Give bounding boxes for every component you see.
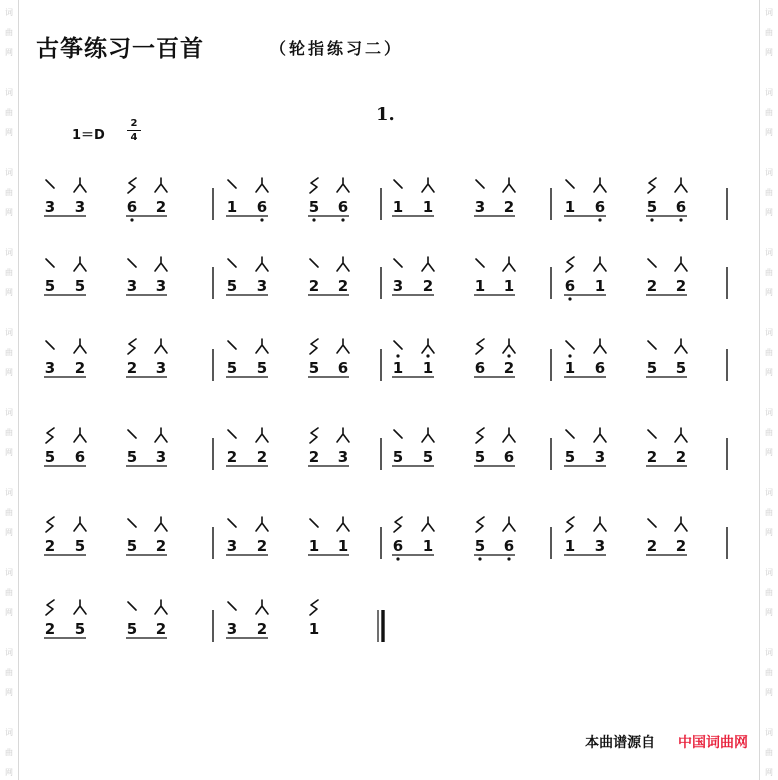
watermark-glyph: 网 [765,528,773,537]
jianpu-note: 6 [474,359,486,377]
watermark-glyph: 网 [5,688,13,697]
watermark-glyph: 网 [5,608,13,617]
jianpu-note: 1 [564,537,576,555]
mo-mark [675,178,687,192]
mo-mark [155,178,167,192]
jianpu-note: 3 [594,448,606,466]
lun-mark [394,517,402,532]
jianpu-note: 1 [422,359,434,377]
jianpu-note: 3 [337,448,349,466]
watermark-glyph: 词 [5,8,13,17]
jianpu-note: 2 [226,448,238,466]
tuo-mark [228,602,236,610]
low-octave-dot [341,218,344,221]
watermark-glyph: 网 [765,608,773,617]
jianpu-note: 5 [675,359,687,377]
jianpu-note: 5 [74,537,86,555]
mo-mark [503,428,515,442]
tuo-mark [394,341,402,349]
lun-mark [128,339,136,354]
watermark-glyph: 曲 [765,748,773,757]
mo-mark [256,178,268,192]
jianpu-note: 5 [74,277,86,295]
low-octave-dot [507,557,510,560]
tuo-mark [228,259,236,267]
mo-mark [675,517,687,531]
watermark-glyph: 网 [5,208,13,217]
jianpu-note: 2 [646,277,658,295]
mo-mark [594,257,606,271]
low-octave-dot [679,218,682,221]
watermark-glyph: 曲 [5,188,13,197]
low-octave-dot [312,218,315,221]
watermark-glyph: 网 [765,368,773,377]
tuo-mark [228,341,236,349]
lun-mark [648,178,656,193]
jianpu-note: 5 [422,448,434,466]
lun-mark [310,339,318,354]
jianpu-note: 5 [646,359,658,377]
watermark-glyph: 曲 [5,668,13,677]
mo-mark [503,517,515,531]
mo-mark [337,339,349,353]
jianpu-note: 1 [422,537,434,555]
jianpu-note: 2 [155,537,167,555]
high-octave-dot [568,354,571,357]
mo-mark [422,517,434,531]
lun-mark [310,178,318,193]
watermark-glyph: 词 [765,408,773,417]
mo-mark [422,339,434,353]
watermark-glyph: 词 [5,328,13,337]
watermark-glyph: 词 [765,488,773,497]
watermark-glyph: 曲 [5,268,13,277]
watermark-glyph: 词 [765,168,773,177]
tuo-mark [566,341,574,349]
jianpu-note: 2 [675,448,687,466]
tuo-mark [476,259,484,267]
watermark-glyph: 词 [5,648,13,657]
watermark-glyph: 曲 [5,108,13,117]
lun-mark [46,428,54,443]
tuo-mark [128,259,136,267]
tuo-mark [46,341,54,349]
tuo-mark [648,259,656,267]
tuo-mark [394,430,402,438]
jianpu-note: 1 [564,359,576,377]
jianpu-note: 2 [155,620,167,638]
mo-mark [256,600,268,614]
mo-mark [256,257,268,271]
jianpu-note: 6 [503,448,515,466]
jianpu-note: 5 [308,359,320,377]
watermark-glyph: 曲 [765,508,773,517]
watermark-glyph: 网 [765,288,773,297]
jianpu-note: 3 [155,448,167,466]
tuo-mark [228,519,236,527]
watermark-glyph: 网 [765,448,773,457]
mo-mark [675,339,687,353]
mo-mark [503,339,515,353]
watermark-glyph: 网 [5,528,13,537]
watermark-glyph: 词 [5,248,13,257]
jianpu-note: 6 [337,359,349,377]
jianpu-note: 5 [564,448,576,466]
jianpu-note: 2 [675,537,687,555]
tuo-mark [228,180,236,188]
jianpu-note: 6 [594,198,606,216]
time-signature-top: 2 [130,118,138,129]
jianpu-note: 2 [44,620,56,638]
mo-mark [675,428,687,442]
jianpu-note: 2 [503,359,515,377]
mo-mark [155,428,167,442]
watermark-glyph: 词 [5,728,13,737]
tuo-mark [394,180,402,188]
jianpu-note: 1 [474,277,486,295]
mo-mark [74,339,86,353]
watermark-glyph: 词 [5,408,13,417]
lun-mark [566,257,574,272]
tuo-mark [648,519,656,527]
watermark-glyph: 词 [5,88,13,97]
mo-mark [74,428,86,442]
watermark-glyph: 词 [765,648,773,657]
mo-mark [337,257,349,271]
jianpu-note: 3 [474,198,486,216]
lun-mark [46,600,54,615]
watermark-glyph: 网 [765,768,773,777]
jianpu-note: 1 [422,198,434,216]
mo-mark [155,339,167,353]
tuo-mark [310,259,318,267]
jianpu-note: 2 [308,448,320,466]
tuo-mark [566,430,574,438]
page-subtitle: （轮指练习二） [270,39,404,58]
watermark-glyph: 曲 [765,348,773,357]
jianpu-note: 2 [256,537,268,555]
watermark-glyph: 网 [765,48,773,57]
jianpu-note: 5 [308,198,320,216]
jianpu-note: 2 [337,277,349,295]
jianpu-note: 2 [256,448,268,466]
watermark-glyph: 词 [765,728,773,737]
jianpu-note: 2 [646,537,658,555]
watermark-glyph: 词 [5,568,13,577]
lun-mark [310,428,318,443]
watermark-glyph: 曲 [5,28,13,37]
source-credit [585,732,748,752]
jianpu-note: 5 [226,277,238,295]
tuo-mark [476,180,484,188]
jianpu-note: 3 [155,277,167,295]
tuo-mark [128,519,136,527]
jianpu-note: 6 [337,198,349,216]
watermark-glyph: 曲 [765,188,773,197]
high-octave-dot [507,354,510,357]
mo-mark [74,257,86,271]
jianpu-note: 2 [256,620,268,638]
watermark-glyph: 曲 [5,428,13,437]
mo-mark [155,517,167,531]
watermark-glyph: 网 [765,208,773,217]
low-octave-dot [568,297,571,300]
low-octave-dot [478,557,481,560]
tuo-mark [46,259,54,267]
jianpu-note: 2 [44,537,56,555]
jianpu-note: 3 [155,359,167,377]
low-octave-dot [396,557,399,560]
watermark-glyph: 词 [765,328,773,337]
watermark-glyph: 网 [5,288,13,297]
jianpu-note: 5 [646,198,658,216]
tuo-mark [46,180,54,188]
jianpu-note: 2 [126,359,138,377]
key-signature: 1＝D [72,128,105,143]
watermark-glyph: 网 [765,128,773,137]
jianpu-note: 5 [44,277,56,295]
source-site-link[interactable]: 中国词曲网 [678,735,748,751]
mo-mark [422,178,434,192]
mo-mark [74,600,86,614]
jianpu-note: 3 [392,277,404,295]
jianpu-note: 3 [44,198,56,216]
mo-mark [594,178,606,192]
jianpu-note: 5 [126,620,138,638]
mo-mark [155,257,167,271]
jianpu-note: 5 [474,448,486,466]
jianpu-note: 6 [594,359,606,377]
watermark-glyph: 曲 [5,348,13,357]
lun-mark [310,600,318,615]
jianpu-note: 1 [594,277,606,295]
watermark-glyph: 网 [5,128,13,137]
tuo-mark [310,519,318,527]
jianpu-note: 5 [126,537,138,555]
jianpu-note: 5 [44,448,56,466]
low-octave-dot [650,218,653,221]
watermark-glyph: 曲 [5,748,13,757]
low-octave-dot [130,218,133,221]
jianpu-note: 3 [256,277,268,295]
lun-mark [46,517,54,532]
watermark-glyph: 网 [5,448,13,457]
watermark-glyph: 词 [5,488,13,497]
mo-mark [74,517,86,531]
jianpu-note: 2 [308,277,320,295]
jianpu-note: 2 [422,277,434,295]
lun-mark [476,339,484,354]
mo-mark [337,517,349,531]
jianpu-note: 5 [126,448,138,466]
jianpu-note: 6 [126,198,138,216]
jianpu-note: 3 [44,359,56,377]
jianpu-note: 1 [564,198,576,216]
watermark-glyph: 曲 [5,508,13,517]
jianpu-note: 5 [256,359,268,377]
mo-mark [675,257,687,271]
jianpu-note: 1 [308,537,320,555]
lun-mark [566,517,574,532]
watermark-glyph: 曲 [765,668,773,677]
jianpu-note: 3 [226,537,238,555]
tuo-mark [228,430,236,438]
mo-mark [256,428,268,442]
mo-mark [337,428,349,442]
mo-mark [503,257,515,271]
high-octave-dot [426,354,429,357]
piece-number: 1. [376,104,395,125]
tuo-mark [566,180,574,188]
watermark-glyph: 曲 [765,268,773,277]
lun-mark [476,428,484,443]
tuo-mark [648,430,656,438]
mo-mark [256,517,268,531]
jianpu-note: 5 [474,537,486,555]
jianpu-note: 1 [308,620,320,638]
watermark-glyph: 网 [5,768,13,777]
watermark-glyph: 词 [5,168,13,177]
watermark-glyph: 曲 [765,28,773,37]
watermark-glyph: 曲 [765,428,773,437]
jianpu-note: 6 [392,537,404,555]
jianpu-note: 1 [503,277,515,295]
tuo-mark [128,602,136,610]
jianpu-note: 2 [646,448,658,466]
watermark-glyph: 词 [765,8,773,17]
mo-mark [74,178,86,192]
mo-mark [594,339,606,353]
jianpu-note: 2 [74,359,86,377]
jianpu-note: 3 [74,198,86,216]
mo-mark [594,428,606,442]
mo-mark [155,600,167,614]
high-octave-dot [396,354,399,357]
watermark-glyph: 网 [5,368,13,377]
source-label: 本曲谱源自 [585,735,656,751]
jianpu-note: 1 [392,198,404,216]
watermark-glyph: 词 [765,568,773,577]
tuo-mark [394,259,402,267]
mo-mark [422,257,434,271]
jianpu-note: 1 [392,359,404,377]
jianpu-note: 5 [226,359,238,377]
jianpu-note: 1 [226,198,238,216]
jianpu-note: 6 [256,198,268,216]
watermark-glyph: 网 [765,688,773,697]
tuo-mark [128,430,136,438]
watermark-glyph: 网 [5,48,13,57]
lun-mark [476,517,484,532]
mo-mark [337,178,349,192]
page-title: 古筝练习一百首 [36,36,204,62]
tuo-mark [648,341,656,349]
jianpu-note: 6 [675,198,687,216]
jianpu-note: 2 [675,277,687,295]
mo-mark [503,178,515,192]
jianpu-note: 3 [594,537,606,555]
watermark-glyph: 曲 [5,588,13,597]
watermark-glyph: 词 [765,88,773,97]
mo-mark [594,517,606,531]
jianpu-note: 3 [126,277,138,295]
jianpu-note: 5 [74,620,86,638]
jianpu-note: 3 [226,620,238,638]
jianpu-note: 6 [564,277,576,295]
jianpu-note: 5 [392,448,404,466]
mo-mark [422,428,434,442]
lun-mark [128,178,136,193]
jianpu-note: 1 [337,537,349,555]
watermark-glyph: 词 [765,248,773,257]
jianpu-note: 6 [503,537,515,555]
mo-mark [256,339,268,353]
jianpu-note: 2 [503,198,515,216]
jianpu-note: 6 [74,448,86,466]
jianpu-note: 2 [155,198,167,216]
watermark-glyph: 曲 [765,108,773,117]
low-octave-dot [598,218,601,221]
time-signature-bottom: 4 [130,132,138,143]
low-octave-dot [260,218,263,221]
watermark-glyph: 曲 [765,588,773,597]
